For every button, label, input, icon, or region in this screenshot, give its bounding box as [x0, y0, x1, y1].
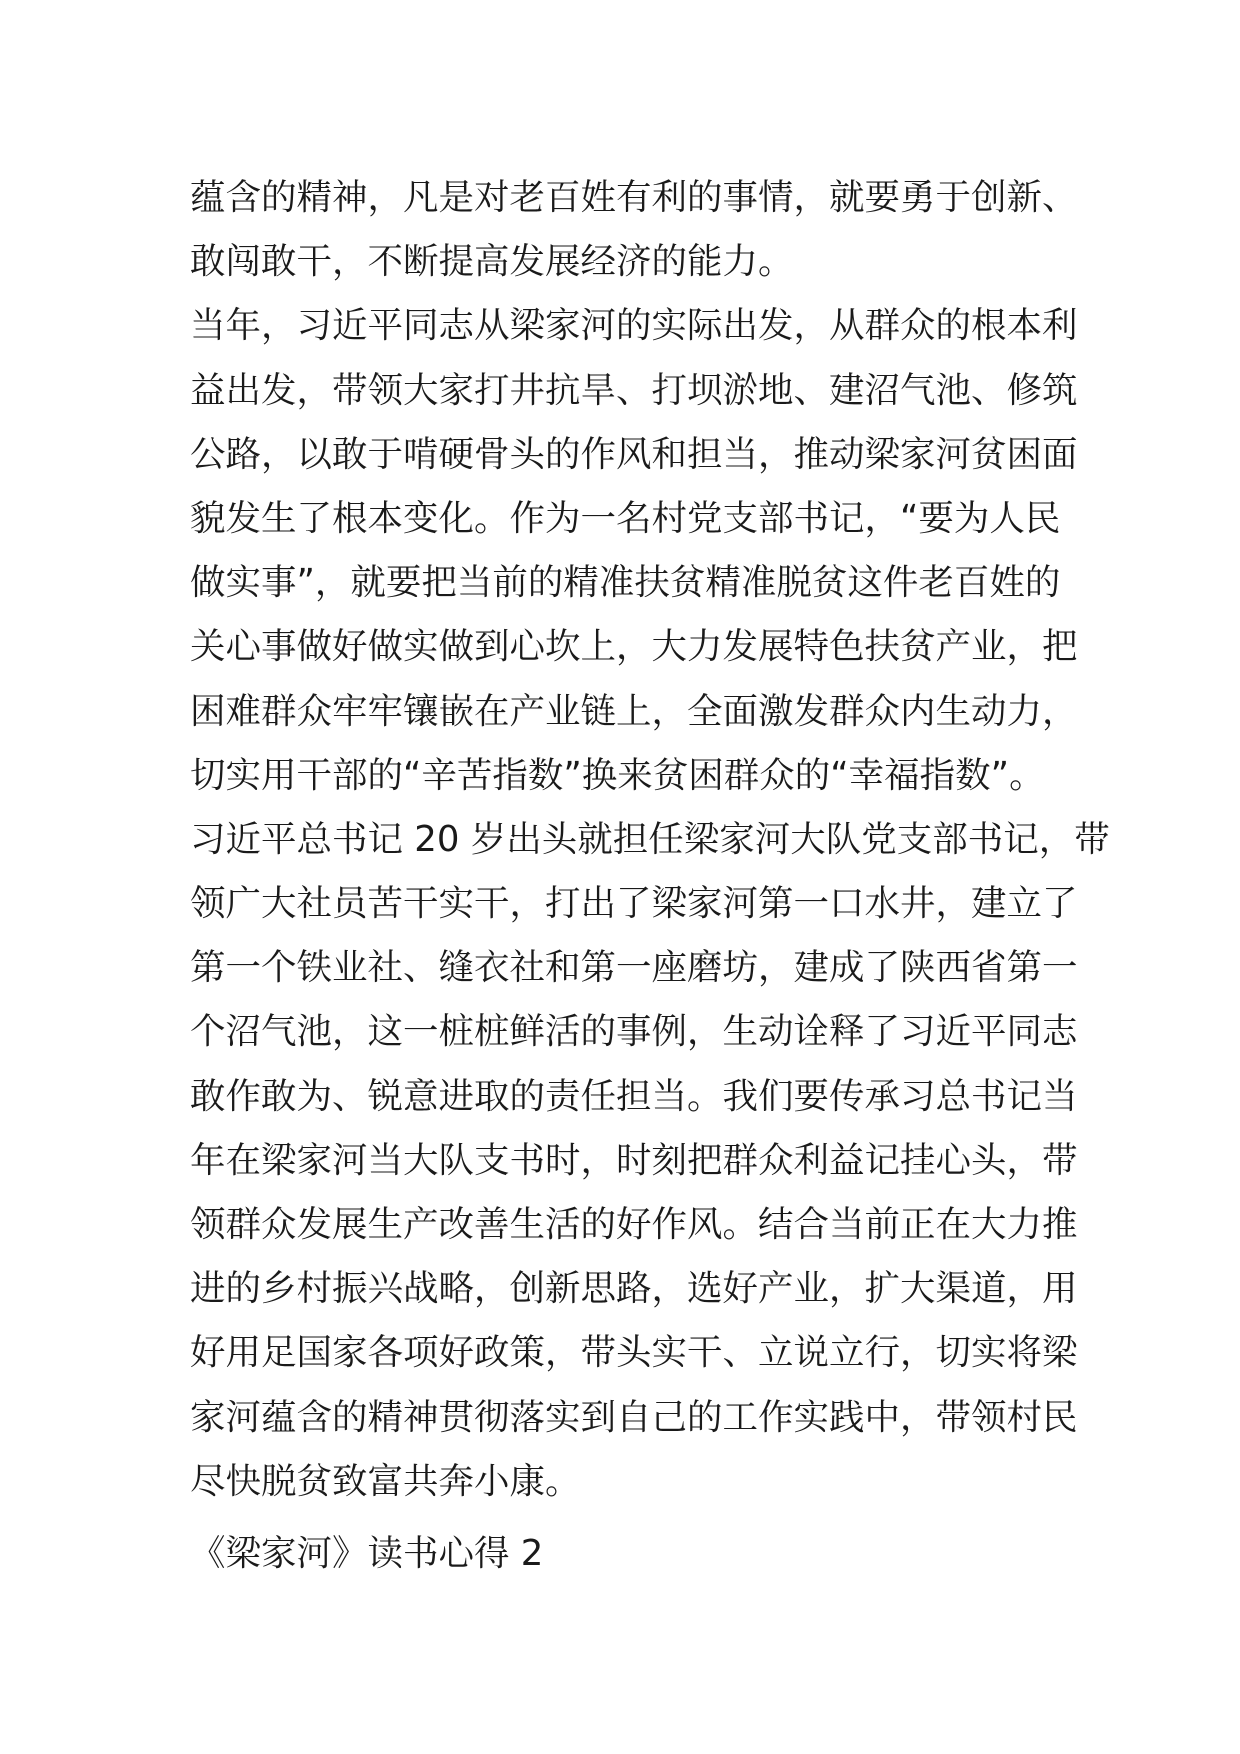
text-line: 第一个铁业社、缝衣社和第一座磨坊，建成了陕西省第一	[190, 947, 1078, 989]
text-line: 尽快脱贫致富共奔小康。	[190, 1460, 581, 1502]
text-line: 好用足国家各项好政策，带头实干、立说立行，切实将梁	[190, 1332, 1078, 1374]
text-line: 关心事做好做实做到心坎上，大力发展特色扶贫产业，把	[190, 626, 1078, 668]
document-body	[190, 166, 1110, 1586]
text-line: 家河蕴含的精神贯彻落实到自己的工作实践中，带领村民	[190, 1396, 1078, 1438]
text-line: 领群众发展生产改善生活的好作风。结合当前正在大力推	[190, 1204, 1078, 1245]
text-line: 做实事”，就要把当前的精准扶贫精准脱贫这件老百姓的	[190, 562, 1061, 604]
text-line: 进的乡村振兴战略，创新思路，选好产业，扩大渠道，用	[190, 1268, 1078, 1310]
paragraph-1	[190, 166, 1078, 294]
text-line: 益出发，带领大家打井抗旱、打坝淤地、建沼气池、修筑	[190, 369, 1078, 411]
paragraph-3	[190, 808, 1110, 1514]
text-line: 公路，以敢于啃硬骨头的作风和担当，推动梁家河贫困面	[190, 433, 1078, 475]
text-line: 敢作敢为、锐意进取的责任担当。我们要传承习总书记当	[190, 1075, 1078, 1117]
paragraph-2	[190, 294, 1078, 808]
text-line: 敢闯敢干，不断提高发展经济的能力。	[190, 241, 794, 283]
section-heading: 《梁家河》读书心得 2	[190, 1532, 544, 1574]
text-line: 习近平总书记 20 岁出头就担任梁家河大队党支部书记，带	[190, 818, 1110, 860]
text-line: 当年，习近平同志从梁家河的实际出发，从群众的根本利	[190, 305, 1078, 347]
text-line: 领广大社员苦干实干，打出了梁家河第一口水井，建立了	[190, 883, 1078, 925]
text-line: 蕴含的精神，凡是对老百姓有利的事情，就要勇于创新、	[190, 177, 1078, 218]
text-line: 切实用干部的“辛苦指数”换来贫困群众的“幸福指数”。	[190, 754, 1045, 796]
text-line: 困难群众牢牢镶嵌在产业链上，全面激发群众内生动力，	[190, 690, 1078, 732]
text-line: 个沼气池，这一桩桩鲜活的事例，生动诠释了习近平同志	[190, 1011, 1078, 1053]
text-line: 貌发生了根本变化。作为一名村党支部书记，“要为人民	[190, 497, 1061, 539]
text-line: 年在梁家河当大队支书时，时刻把群众利益记挂心头，带	[190, 1139, 1078, 1181]
